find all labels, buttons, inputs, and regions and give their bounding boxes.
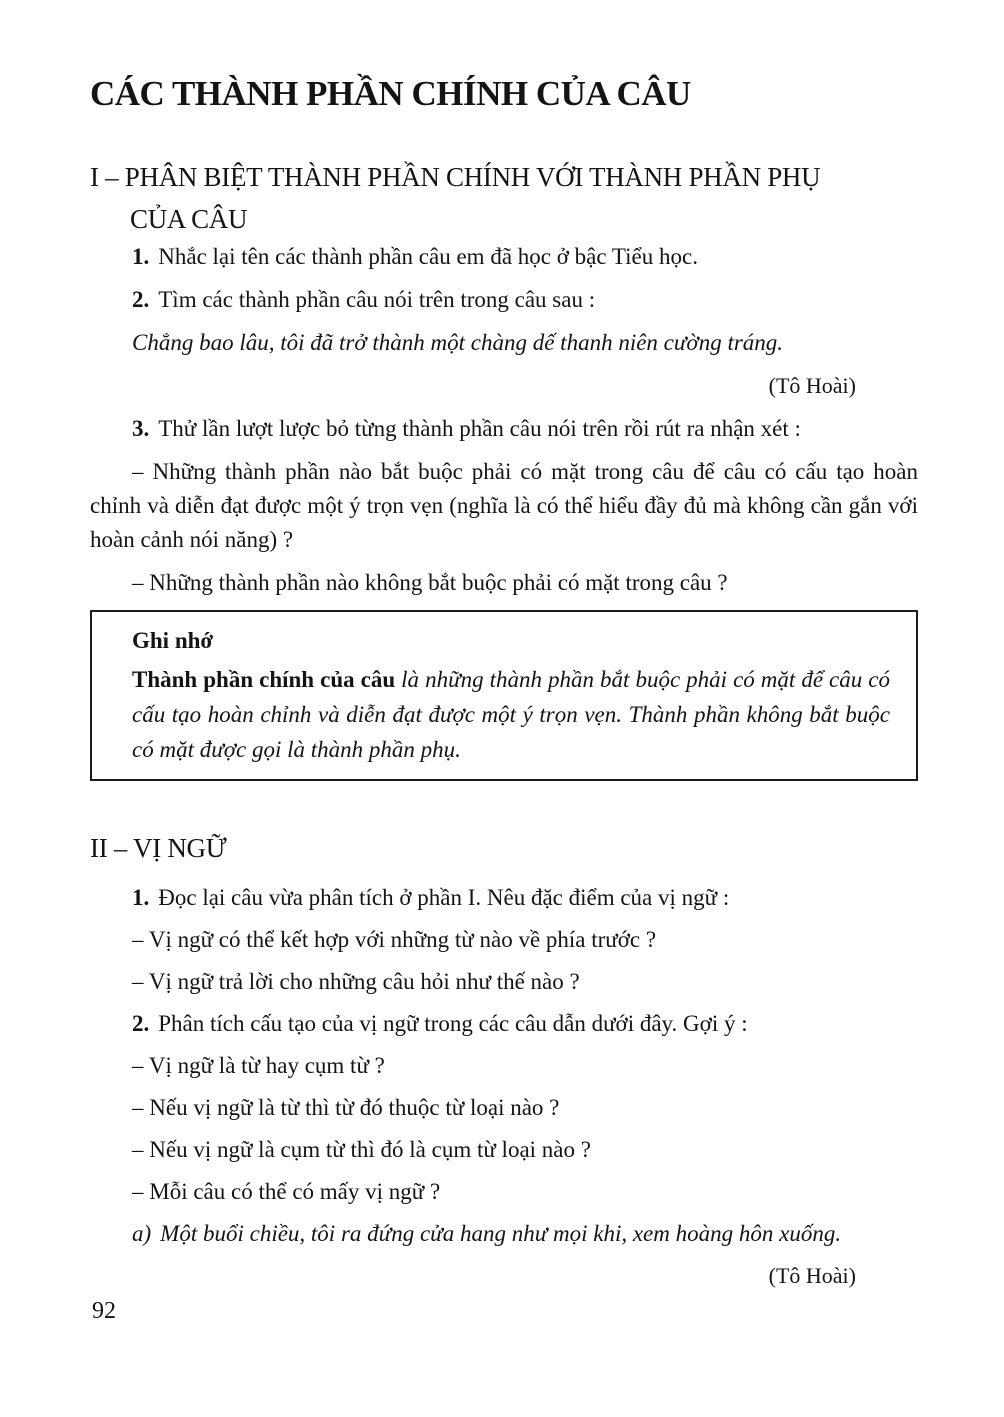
exercise-item-1: [90, 881, 918, 915]
memo-box-lead-term: Thành phần chính của câu: [132, 667, 396, 692]
exercise-item-2: [90, 1007, 918, 1041]
bullet-question-6: – Mỗi câu có thể có mấy vị ngữ ?: [132, 1179, 441, 1204]
memo-box-heading: Ghi nhớ: [132, 628, 214, 653]
bullet-question-1: – Những thành phần nào bắt buộc phải có mặt trong câu để câu có cấu tạo hoàn chỉnh và diễn đạt được một ý trọn vẹn (nghĩa là có thể hiểu đầy đủ mà không cần gắn với hoàn cảnh nói năng) ?: [90, 459, 918, 552]
section-2-heading: II – VỊ NGỮ: [90, 833, 227, 863]
section-1-heading-line2: CỦA CÂU: [130, 204, 248, 234]
example-a-text: Một buổi chiều, tôi ra đứng cửa hang như mọi khi, xem hoàng hôn xuống.: [160, 1221, 842, 1246]
bullet-question-2: – Những thành phần nào không bắt buộc phải có mặt trong câu ?: [132, 570, 728, 595]
item-text: Thử lần lượt lược bỏ từng thành phần câu nói trên rồi rút ra nhận xét :: [158, 416, 801, 441]
exercise-item-1: [90, 240, 918, 274]
section-1-heading: [90, 156, 918, 240]
page-title: CÁC THÀNH PHẦN CHÍNH CỦA CÂU: [90, 74, 691, 113]
memo-box-definition: là những thành phần bắt buộc phải có mặt để câu có cấu tạo hoàn chỉnh và diễn đạt được một ý trọn vẹn. Thành phần không bắt buộc có mặt được gọi là thành phần phụ.: [132, 667, 890, 762]
item-number: 3.: [132, 416, 150, 441]
quote-sentence: Chẳng bao lâu, tôi đã trở thành một chàng dế thanh niên cường tráng.: [132, 330, 784, 355]
bullet-question-1: – Vị ngữ có thể kết hợp với những từ nào về phía trước ?: [132, 927, 657, 952]
section-2: [90, 827, 918, 1293]
exercise-item-2: [90, 283, 918, 317]
section-1-heading-line1: I – PHÂN BIỆT THÀNH PHẦN CHÍNH VỚI THÀNH PHẦN PHỤ: [90, 162, 821, 192]
exercise-item-3: [90, 412, 918, 446]
item-number: 2.: [132, 1011, 150, 1036]
item-text: Phân tích cấu tạo của vị ngữ trong các câu dẫn dưới đây. Gợi ý :: [158, 1011, 748, 1036]
memo-box: [90, 610, 918, 781]
item-text: Nhắc lại tên các thành phần câu em đã học ở bậc Tiểu học.: [158, 244, 698, 269]
example-a: [90, 1217, 918, 1251]
item-text: Đọc lại câu vừa phân tích ở phần I. Nêu đặc điểm của vị ngữ :: [158, 885, 730, 910]
quote-attribution: (Tô Hoài): [768, 373, 856, 398]
item-number: 1.: [132, 885, 150, 910]
item-text: Tìm các thành phần câu nói trên trong câu sau :: [158, 287, 596, 312]
bullet-question-2: – Vị ngữ trả lời cho những câu hỏi như thế nào ?: [132, 969, 580, 994]
example-a-label: a): [132, 1221, 152, 1246]
bullet-question-3: – Vị ngữ là từ hay cụm từ ?: [132, 1053, 385, 1078]
item-number: 2.: [132, 287, 150, 312]
section-1: [90, 156, 918, 781]
memo-box-text: [132, 662, 890, 767]
item-number: 1.: [132, 244, 150, 269]
bullet-question-5: – Nếu vị ngữ là cụm từ thì đó là cụm từ loại nào ?: [132, 1137, 591, 1162]
bullet-question-4: – Nếu vị ngữ là từ thì từ đó thuộc từ loại nào ?: [132, 1095, 560, 1120]
page-number: 92: [92, 1298, 116, 1324]
example-a-attribution: (Tô Hoài): [768, 1263, 856, 1288]
